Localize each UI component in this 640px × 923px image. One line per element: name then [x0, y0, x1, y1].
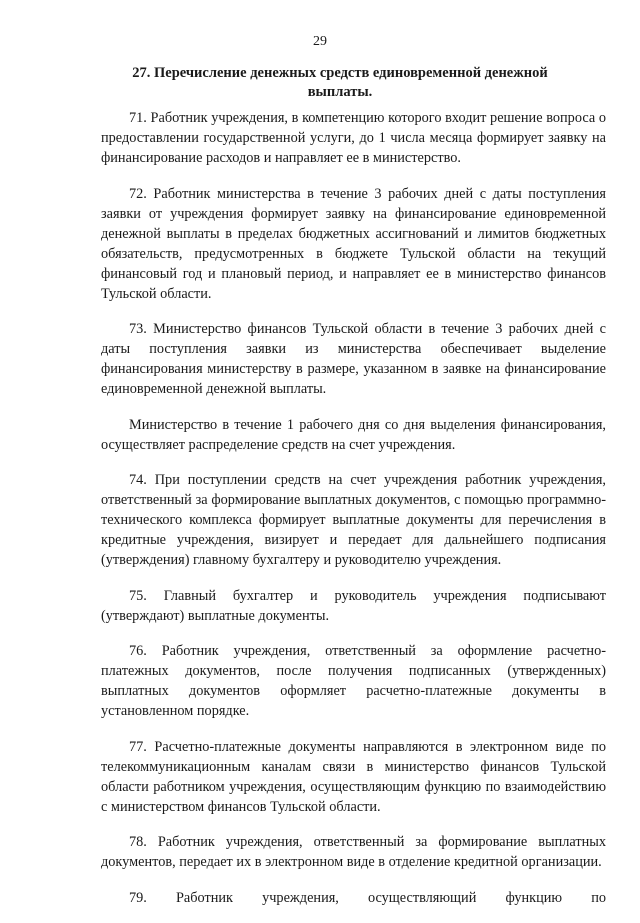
document-body — [101, 108, 606, 923]
paragraph-73: 73. Министерство финансов Тульской области в течение 3 рабочих дней с даты поступления заявки из министерства обеспечивает выделение финансирования министерству в размере, указанном в заявке на финансирование единовременной денежной выплаты. — [101, 321, 606, 397]
section-heading: 27. Перечисление денежных средств единовременной денежной выплаты. — [132, 65, 548, 100]
paragraph-75: 75. Главный бухгалтер и руководитель учреждения подписывают (утверждают) выплатные документы. — [101, 587, 606, 624]
paragraph-76: 76. Работник учреждения, ответственный за оформление расчетно-платежных документов, после получения подписанных (утвержденных) выплатных документов оформляет расчетно-платежные документы в установленном порядке. — [101, 643, 606, 719]
page-number: 29 — [313, 34, 327, 49]
paragraph-78: 78. Работник учреждения, ответственный за формирование выплатных документов, передает их в электронном виде в отделение кредитной организации. — [101, 834, 606, 870]
paragraph-72: 72. Работник министерства в течение 3 рабочих дней с даты поступления заявки от учреждения формирует заявку на финансирование единовременной денежной выплаты в пределах бюджетных ассигнований и лимитов бюджетных обязательств, предусмотренных в бюджете Тульской области на текущий финансовый год и плановый период, и направляет ее в министерство финансов Тульской области. — [101, 185, 606, 302]
paragraph-71: 71. Работник учреждения, в компетенцию которого входит решение вопроса о предоставлении государственной услуги, до 1 числа месяца формирует заявку на финансирование расходов и направляет ее в министерство. — [101, 110, 606, 166]
paragraph-77: 77. Расчетно-платежные документы направляются в электронном виде по телекоммуникационным каналам связи в министерство финансов Тульской области работником учреждения, осуществляющим функцию по взаимодействию с министерством финансов Тульской области. — [101, 738, 606, 815]
paragraph-74: 74. При поступлении средств на счет учреждения работник учреждения, ответственный за формирование выплатных документов, с помощью программно-технического комплекса формирует выплатные документы для перечисления в кредитные учреждения, визирует и передает для дальнейшего подписания (утверждения) главному бухгалтеру и руководителю учреждения. — [101, 472, 606, 568]
paragraph-79: 79. Работник учреждения, осуществляющий функцию по — [129, 889, 606, 906]
paragraph-73-continued: Министерство в течение 1 рабочего дня со дня выделения финансирования, осуществляет распределение средств на счет учреждения. — [101, 416, 606, 453]
